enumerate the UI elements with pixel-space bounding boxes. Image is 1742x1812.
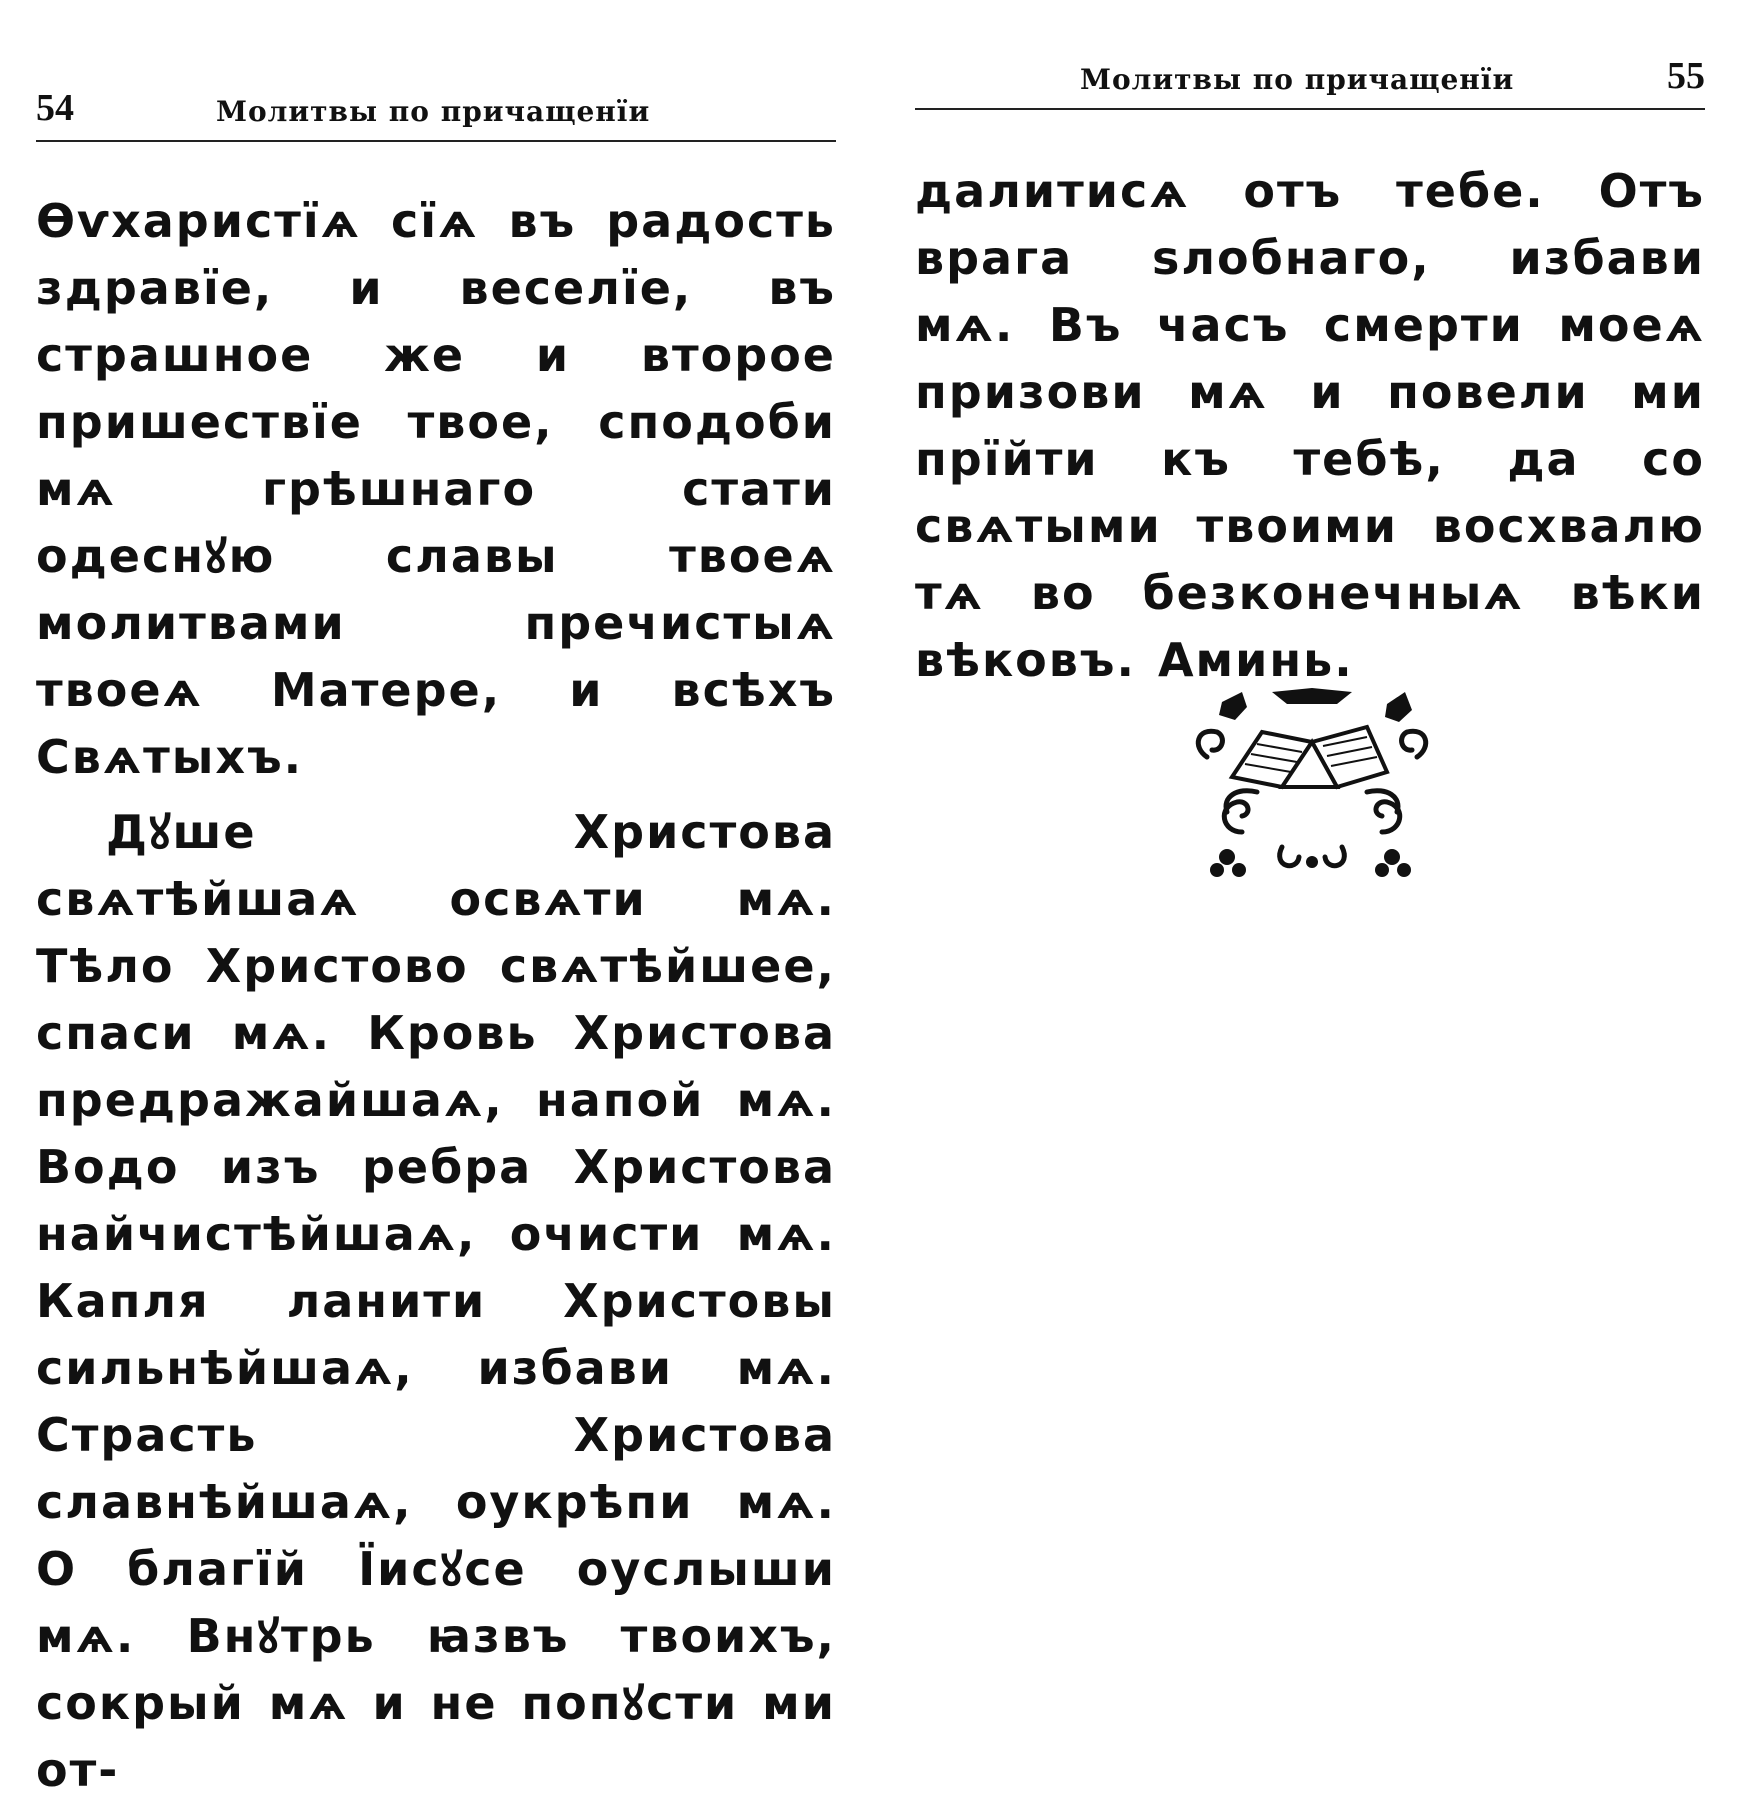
page-number-right: 55: [1667, 55, 1705, 97]
running-head-title-left: Молитвы по причащенїи: [216, 95, 651, 128]
paragraph-eucharist: Ѳѵхаристїѧ сїѧ въ радость здравїе, и веселїе, въ страшное же и второе пришествїе твое, сподоби мѧ грѣшнаго стати одеснꙋю славы твоеѧ молитвами пречистыѧ твоеѧ Матере, и всѣхъ Свѧтыхъ.: [36, 194, 836, 784]
right-page: [915, 0, 1705, 1500]
running-head-title-right: Молитвы по причащенїи: [1080, 63, 1515, 96]
right-running-head: [915, 48, 1705, 110]
page-number-left: 54: [36, 87, 74, 129]
left-page: [36, 0, 836, 1797]
open-book-vignette-icon: [1187, 682, 1437, 882]
left-running-head: [36, 80, 836, 142]
paragraph-continuation: далитисѧ отъ тебе. Отъ врага ѕлобнаго, избави мѧ. Въ часъ смерти моеѧ призови мѧ и повели ми прїйти къ тебѣ, да со свѧтыми твоими восхвалю тѧ во безконечныѧ вѣки вѣковъ. Аминь.: [915, 164, 1705, 687]
paragraph-soul-of-christ: Дꙋше Христова свѧтѣйшаѧ освѧти мѧ. Тѣло Христово свѧтѣйшее, спаси мѧ. Кровь Христова предражайшаѧ, напой мѧ. Водо изъ ребра Христова найчистѣйшаѧ, очисти мѧ. Капля ланити Христовы сильнѣйшаѧ, избави мѧ. Страсть Христова славнѣйшаѧ, оукрѣпи мѧ. О благїй Їисꙋсе оуслыши мѧ. Внꙋтрь ꙗзвъ твоихъ, сокрый мѧ и не попꙋсти ми от-: [36, 805, 836, 1797]
left-page-body: [36, 188, 836, 1812]
right-page-body: [915, 158, 1705, 702]
